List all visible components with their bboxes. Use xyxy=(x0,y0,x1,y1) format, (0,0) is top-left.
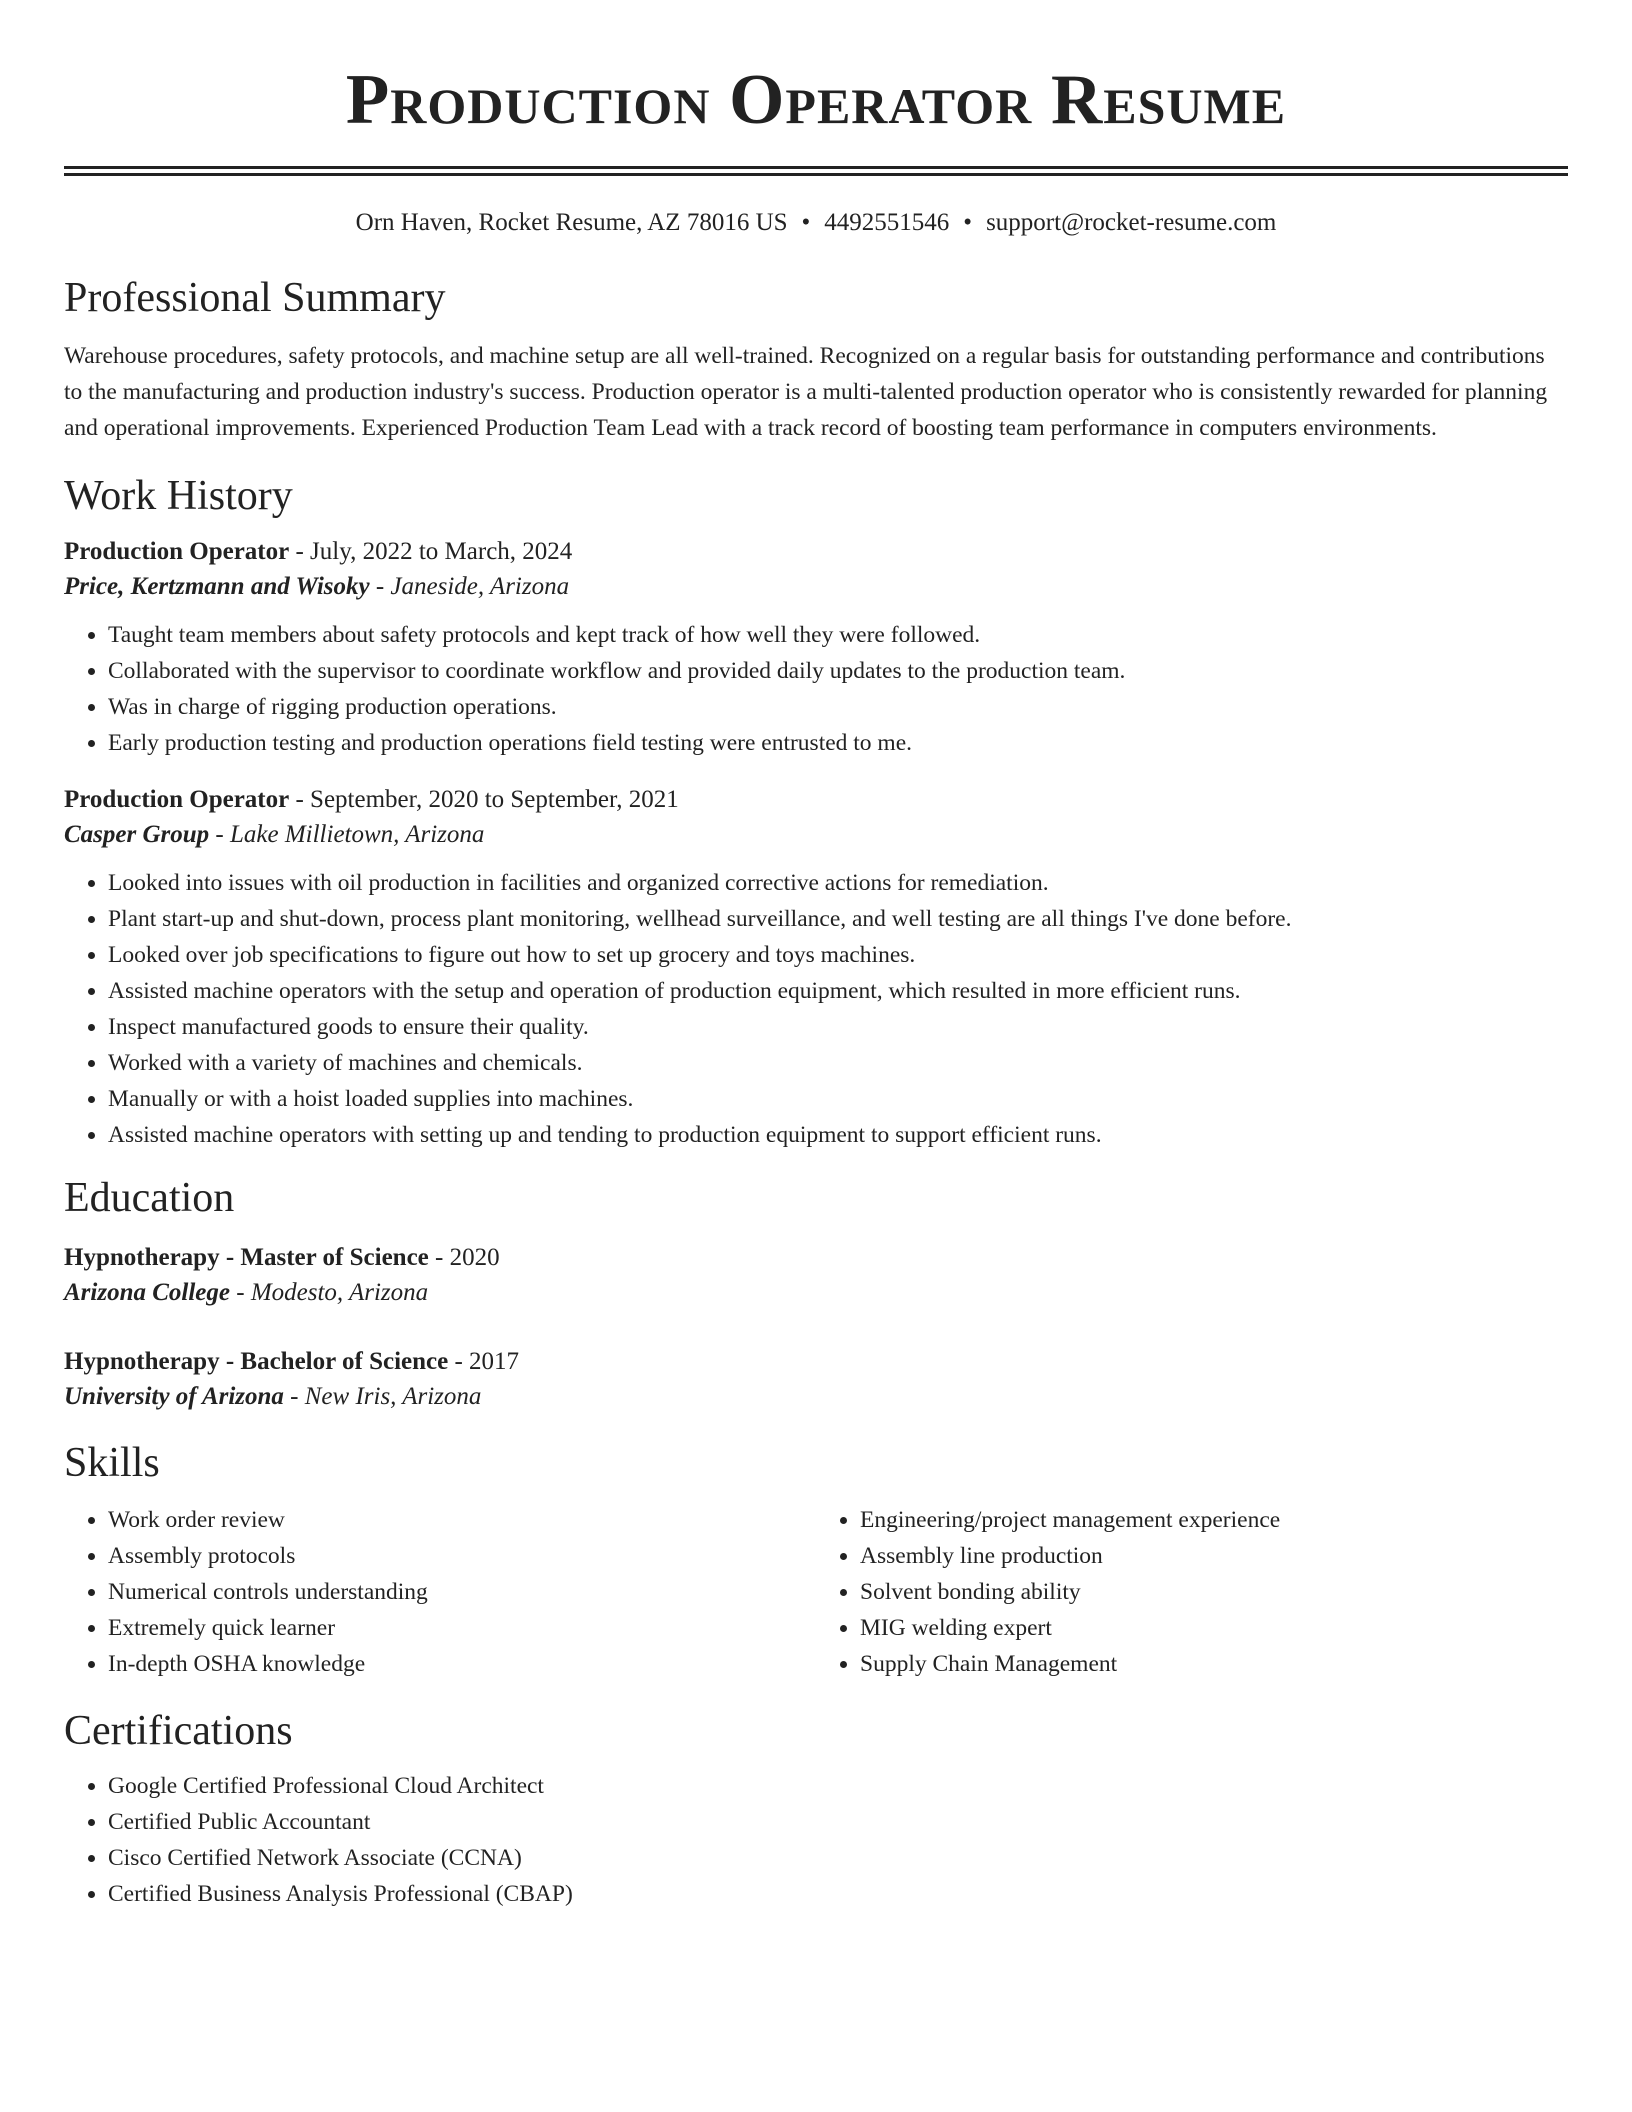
contact-separator: • xyxy=(963,209,973,236)
list-item: • Looked over job specifications to figure out how to set up grocery and toys machines. xyxy=(108,937,1568,973)
summary-text: Warehouse procedures, safety protocols, and machine setup are all well-trained. Recognized on a regular basis for outstanding performance and contributions to the manufacturing and production industry's success. Production operator is a multi-talented production operator who is consistently rewarded for planning and operational improvements. Experienced Production Team Lead with a track record of boosting team performance in computers environments. xyxy=(64,343,1548,441)
certification-item: • Google Certified Professional Cloud Architect xyxy=(108,1768,1568,1804)
list-item: • Taught team members about safety protocols and kept track of how well they were followed. xyxy=(108,617,1568,653)
list-item: • Inspect manufactured goods to ensure their quality. xyxy=(108,1009,1568,1045)
skill-item: • Solvent bonding ability xyxy=(860,1574,1568,1610)
title-divider xyxy=(64,166,1568,176)
certification-item: • Certified Business Analysis Professional (CBAP) xyxy=(108,1876,1568,1912)
education-entry xyxy=(64,1345,1568,1415)
skill-item: • In-depth OSHA knowledge xyxy=(108,1646,816,1682)
job-entry xyxy=(64,783,1568,1153)
job-location: - Janeside, Arizona xyxy=(369,573,570,600)
skill-item: • Work order review xyxy=(108,1502,816,1538)
job-entry xyxy=(64,535,1568,761)
job-dates: - July, 2022 to March, 2024 xyxy=(289,538,573,565)
contact-email: support@rocket-resume.com xyxy=(986,209,1277,236)
contact-line xyxy=(64,207,1568,239)
job-header xyxy=(64,783,1568,817)
education-year: - 2020 xyxy=(428,1244,500,1271)
certifications-heading: Certifications xyxy=(64,1708,293,1754)
education-degree: Hypnotherapy - Bachelor of Science xyxy=(64,1348,449,1375)
education-entry xyxy=(64,1241,1568,1311)
certification-item: • Cisco Certified Network Associate (CCNA) xyxy=(108,1840,1568,1876)
education-school: Arizona College xyxy=(64,1279,230,1306)
contact-address: Orn Haven, Rocket Resume, AZ 78016 US xyxy=(355,209,788,236)
list-item: • Worked with a variety of machines and chemicals. xyxy=(108,1045,1568,1081)
skill-item: • Assembly protocols xyxy=(108,1538,816,1574)
contact-separator: • xyxy=(801,209,811,236)
skills-heading: Skills xyxy=(64,1440,160,1486)
job-duties-list xyxy=(64,865,1568,1153)
job-title: Production Operator xyxy=(64,538,290,565)
job-title: Production Operator xyxy=(64,786,290,813)
job-company: Casper Group xyxy=(64,821,210,848)
list-item: • Plant start-up and shut-down, process plant monitoring, wellhead surveillance, and well testing are all things I've done before. xyxy=(108,901,1568,937)
list-item: • Was in charge of rigging production operations. xyxy=(108,689,1568,725)
job-dates: - September, 2020 to September, 2021 xyxy=(289,786,679,813)
education-header xyxy=(64,1241,1568,1275)
contact-phone: 4492551546 xyxy=(824,209,950,236)
skills-list-right xyxy=(816,1502,1568,1682)
list-item: • Collaborated with the supervisor to coordinate workflow and provided daily updates to the production team. xyxy=(108,653,1568,689)
job-employer xyxy=(64,569,1568,605)
education-school: University of Arizona xyxy=(64,1383,284,1410)
list-item: • Assisted machine operators with setting up and tending to production equipment to support efficient runs. xyxy=(108,1117,1568,1153)
list-item: • Early production testing and production operations field testing were entrusted to me. xyxy=(108,725,1568,761)
list-item: • Assisted machine operators with the setup and operation of production equipment, which resulted in more efficient runs. xyxy=(108,973,1568,1009)
job-duties-list xyxy=(64,617,1568,761)
education-heading: Education xyxy=(64,1175,235,1221)
education-year: - 2017 xyxy=(448,1348,520,1375)
certification-item: • Certified Public Accountant xyxy=(108,1804,1568,1840)
education-degree: Hypnotherapy - Master of Science xyxy=(64,1244,429,1271)
skills-columns xyxy=(64,1502,1568,1682)
skill-item: • Extremely quick learner xyxy=(108,1610,816,1646)
job-company: Price, Kertzmann and Wisoky xyxy=(64,573,370,600)
skill-item: • Engineering/project management experience xyxy=(860,1502,1568,1538)
education-institution xyxy=(64,1275,1568,1311)
skill-item: • Supply Chain Management xyxy=(860,1646,1568,1682)
skills-list-left xyxy=(64,1502,816,1682)
resume-title: Production Operator Resume xyxy=(345,61,1287,139)
education-location: - Modesto, Arizona xyxy=(230,1279,429,1306)
work-history-heading: Work History xyxy=(64,473,293,519)
certifications-list xyxy=(64,1768,1568,1912)
skill-item: • Numerical controls understanding xyxy=(108,1574,816,1610)
education-institution xyxy=(64,1379,1568,1415)
list-item: • Looked into issues with oil production in facilities and organized corrective actions for remediation. xyxy=(108,865,1568,901)
list-item: • Manually or with a hoist loaded supplies into machines. xyxy=(108,1081,1568,1117)
education-header xyxy=(64,1345,1568,1379)
skill-item: • MIG welding expert xyxy=(860,1610,1568,1646)
job-employer xyxy=(64,817,1568,853)
job-location: - Lake Millietown, Arizona xyxy=(209,821,485,848)
skill-item: • Assembly line production xyxy=(860,1538,1568,1574)
job-header xyxy=(64,535,1568,569)
education-location: - New Iris, Arizona xyxy=(283,1383,482,1410)
summary-heading: Professional Summary xyxy=(64,275,446,321)
